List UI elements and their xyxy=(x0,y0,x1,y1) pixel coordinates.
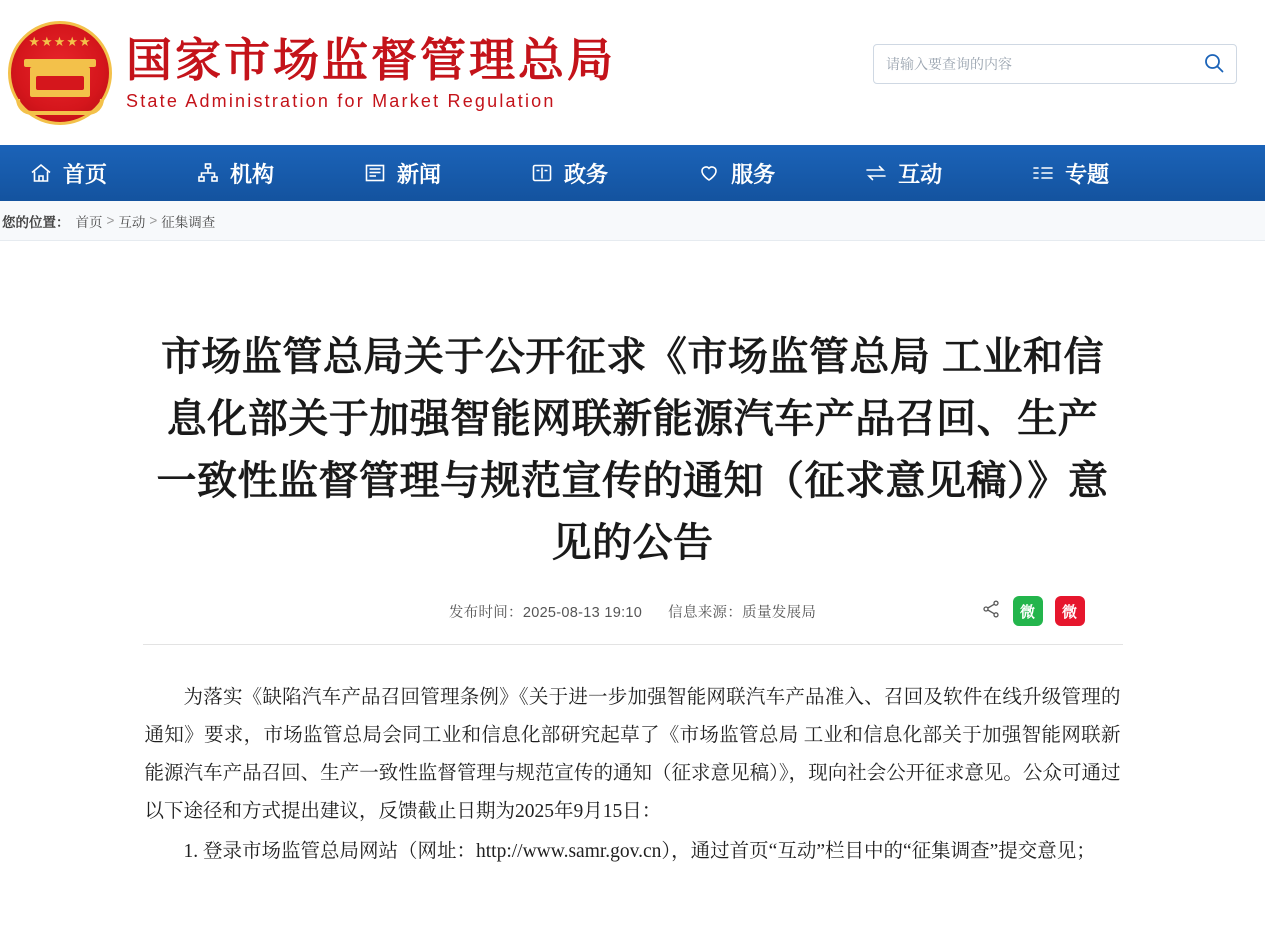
breadcrumb-item-interaction[interactable]: 互动 xyxy=(118,214,146,230)
article-paragraph-1: 为落实《缺陷汽车产品召回管理条例》《关于进一步加强智能网联汽车产品准入、召回及软件在线升级管理的通知》要求，市场监管总局会同工业和信息化部研究起草了《市场监管总局 工业和信息化部关于加强智能网联新能源汽车产品召回、生产一致性监督管理与规范宣传的通知（征求意见稿）》，现向社会公开征求意见。公众可通过以下途径和方式提出建议，反馈截止日期为2025年9月15日： xyxy=(144,686,1121,822)
source-label: 信息来源： xyxy=(668,604,743,621)
search-button[interactable] xyxy=(1192,45,1236,83)
breadcrumb xyxy=(0,201,1265,241)
share-weibo-button[interactable]: 微 xyxy=(1055,596,1085,626)
document-icon xyxy=(529,160,555,186)
share-nodes-icon[interactable] xyxy=(981,599,1001,624)
nav-item-government-affairs-label: 政务 xyxy=(564,161,609,187)
nav-item-home-label: 首页 xyxy=(63,161,108,187)
list-icon xyxy=(1030,160,1056,186)
breadcrumb-item-survey[interactable]: 征集调查 xyxy=(161,214,216,230)
breadcrumb-label: 您的位置： xyxy=(2,214,70,230)
emblem-stars: ★★★★★ xyxy=(28,33,92,49)
search-icon xyxy=(1202,51,1226,78)
nav-item-service-label: 服务 xyxy=(731,161,776,187)
publish-time-value: 2025-08-13 19:10 xyxy=(522,604,643,621)
article-body xyxy=(143,679,1123,871)
nav-item-home[interactable] xyxy=(10,158,125,189)
breadcrumb-separator-2: > xyxy=(149,213,158,228)
heart-icon xyxy=(696,160,722,186)
nav-item-topics-label: 专题 xyxy=(1065,161,1110,187)
source-value: 质量发展局 xyxy=(742,604,817,621)
nav-item-news[interactable] xyxy=(344,158,459,189)
article-paragraph-2: 1. 登录市场监管总局网站（网址：http://www.samr.gov.cn），通过首页“互动”栏目中的“征集调查”提交意见； xyxy=(183,840,1096,862)
page-title: 市场监管总局关于公开征求《市场监管总局 工业和信息化部关于加强智能网联新能源汽车产品召回、生产一致性监督管理与规范宣传的通知（征求意见稿）》意见的公告 xyxy=(156,334,1109,565)
newspaper-icon xyxy=(362,160,388,186)
publish-time xyxy=(449,601,642,622)
breadcrumb-item-home[interactable]: 首页 xyxy=(75,214,103,230)
nav-item-government-affairs[interactable] xyxy=(511,158,626,189)
nav-item-service[interactable] xyxy=(678,158,793,189)
org-chart-icon xyxy=(195,160,221,186)
search-input[interactable] xyxy=(874,56,1192,72)
site-title-cn: 国家市场监督管理总局 xyxy=(126,33,616,86)
article xyxy=(143,241,1123,871)
site-title-en: State Administration for Market Regulation xyxy=(126,90,556,111)
nav-item-news-label: 新闻 xyxy=(397,161,442,187)
exchange-arrows-icon xyxy=(863,160,889,186)
nav-item-organization[interactable] xyxy=(177,158,292,189)
nav-item-topics[interactable] xyxy=(1012,158,1127,189)
site-title xyxy=(126,32,616,114)
nav-item-interaction-label: 互动 xyxy=(898,161,943,187)
national-emblem-icon xyxy=(8,21,112,125)
nav-item-interaction[interactable] xyxy=(845,158,960,189)
site-header xyxy=(0,0,1265,145)
main-nav xyxy=(0,145,1265,201)
search-box[interactable] xyxy=(873,44,1237,84)
home-icon xyxy=(28,160,54,186)
source xyxy=(668,601,816,622)
breadcrumb-separator-1: > xyxy=(106,213,115,228)
nav-item-organization-label: 机构 xyxy=(230,161,275,187)
share-group xyxy=(981,596,1085,626)
article-meta xyxy=(143,601,1123,645)
share-wechat-button[interactable]: 微 xyxy=(1013,596,1043,626)
publish-time-label: 发布时间： xyxy=(448,604,523,621)
